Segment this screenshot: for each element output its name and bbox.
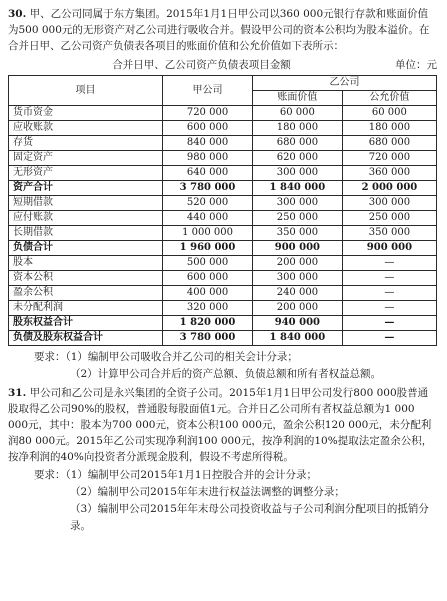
cell-book-value: 250 000	[252, 211, 342, 226]
table-row	[9, 316, 437, 331]
cell-fair-value: 60 000	[342, 106, 436, 121]
cell-book-value: 1 840 000	[252, 181, 342, 196]
cell-book-value: 300 000	[252, 196, 342, 211]
cell-item: 长期借款	[9, 226, 163, 241]
cell-jia: 600 000	[163, 271, 253, 286]
table-row	[9, 241, 437, 256]
header-yi: 乙公司	[252, 76, 436, 91]
cell-book-value: 620 000	[252, 151, 342, 166]
table-unit: 单位：元	[395, 59, 437, 71]
cell-item: 盈余公积	[9, 286, 163, 301]
header-jia: 甲公司	[163, 76, 253, 106]
cell-jia: 1 000 000	[163, 226, 253, 241]
cell-jia: 840 000	[163, 136, 253, 151]
question-text: 甲、乙公司同属于东方集团。2015年1月1日甲公司以360 000元银行存款和账面价值为500 000元的无形资产对乙公司进行吸收合并。假设甲公司的资本公积均为股本溢价。在合并日甲、乙公司资产负债表各项目的账面价值和公允价值如下表所示：	[8, 8, 430, 52]
cell-jia: 520 000	[163, 196, 253, 211]
table-row	[9, 211, 437, 226]
table-row	[9, 331, 437, 346]
cell-book-value: 940 000	[252, 316, 342, 331]
cell-book-value: 300 000	[252, 271, 342, 286]
cell-item: 短期借款	[9, 196, 163, 211]
cell-book-value: 350 000	[252, 226, 342, 241]
cell-jia: 320 000	[163, 301, 253, 316]
balance-sheet-table	[8, 75, 437, 346]
cell-item: 资产合计	[9, 181, 163, 196]
cell-jia: 600 000	[163, 121, 253, 136]
q30-requirements	[8, 349, 437, 383]
table-row	[9, 136, 437, 151]
cell-item: 无形资产	[9, 166, 163, 181]
cell-fair-value: —	[342, 256, 436, 271]
cell-jia: 640 000	[163, 166, 253, 181]
cell-fair-value: 350 000	[342, 226, 436, 241]
cell-jia: 1 820 000	[163, 316, 253, 331]
cell-book-value: 60 000	[252, 106, 342, 121]
cell-book-value: 200 000	[252, 256, 342, 271]
cell-item: 股东权益合计	[9, 316, 163, 331]
table-body	[9, 106, 437, 346]
cell-fair-value: —	[342, 286, 436, 301]
table-row	[9, 151, 437, 166]
cell-fair-value: 180 000	[342, 121, 436, 136]
requirement-line: （3）编制甲公司2015年年末母公司投资收益与子公司利润分配项目的抵销分录。	[70, 503, 429, 532]
cell-fair-value: 2 000 000	[342, 181, 436, 196]
cell-book-value: 680 000	[252, 136, 342, 151]
cell-fair-value: 680 000	[342, 136, 436, 151]
cell-fair-value: —	[342, 316, 436, 331]
cell-item: 货币资金	[9, 106, 163, 121]
table-caption	[8, 58, 437, 72]
cell-fair-value: 300 000	[342, 196, 436, 211]
header-item: 项目	[9, 76, 163, 106]
table-row	[9, 106, 437, 121]
cell-item: 应付账款	[9, 211, 163, 226]
requirement-line: 要求：（1）编制甲公司2015年1月1日控股合并的会计分录；	[34, 469, 318, 481]
requirement-line: （2）计算甲公司合并后的资产总额、负债总额和所有者权益总额。	[70, 368, 382, 380]
cell-fair-value: 360 000	[342, 166, 436, 181]
cell-item: 股本	[9, 256, 163, 271]
cell-jia: 3 780 000	[163, 331, 253, 346]
cell-item: 负债及股东权益合计	[9, 331, 163, 346]
table-row	[9, 166, 437, 181]
cell-jia: 500 000	[163, 256, 253, 271]
cell-book-value: 240 000	[252, 286, 342, 301]
table-row	[9, 286, 437, 301]
cell-item: 固定资产	[9, 151, 163, 166]
q31-requirements	[8, 467, 437, 535]
cell-book-value: 180 000	[252, 121, 342, 136]
cell-book-value: 1 840 000	[252, 331, 342, 346]
table-row	[9, 226, 437, 241]
header-fair-value: 公允价值	[342, 91, 436, 106]
table-row	[9, 181, 437, 196]
cell-fair-value: 720 000	[342, 151, 436, 166]
cell-book-value: 200 000	[252, 301, 342, 316]
cell-jia: 1 960 000	[163, 241, 253, 256]
table-title: 合并日甲、乙公司资产负债表项目金额	[112, 59, 291, 71]
header-book-value: 账面价值	[252, 91, 342, 106]
cell-jia: 440 000	[163, 211, 253, 226]
cell-book-value: 900 000	[252, 241, 342, 256]
requirement-line: （2）编制甲公司2015年年末进行权益法调整的调整分录；	[70, 486, 345, 498]
table-row	[9, 121, 437, 136]
cell-item: 未分配利润	[9, 301, 163, 316]
cell-fair-value: —	[342, 271, 436, 286]
cell-fair-value: —	[342, 301, 436, 316]
question-number: 31.	[8, 387, 27, 399]
cell-item: 存货	[9, 136, 163, 151]
cell-book-value: 300 000	[252, 166, 342, 181]
table-row	[9, 196, 437, 211]
cell-jia: 720 000	[163, 106, 253, 121]
question-number: 30.	[8, 8, 27, 20]
question-text: 甲公司和乙公司是永兴集团的全资子公司。2015年1月1日甲公司发行800 000股普通股取得乙公司90%的股权，普通股每股面值1元。合并日乙公司所有者权益总额为1 000 000元，其中：股本为700 000元，资本公积100 000元，盈余公积120 000元，未分配利润80 000元。2015年乙公司实现净利润100 000元，按净利润的10%提取法定盈余公积，按净利润的40%向投资者分派现金股利，假设不考虑所得税。	[8, 387, 433, 463]
cell-fair-value: 900 000	[342, 241, 436, 256]
cell-item: 负债合计	[9, 241, 163, 256]
cell-jia: 400 000	[163, 286, 253, 301]
cell-item: 资本公积	[9, 271, 163, 286]
cell-jia: 3 780 000	[163, 181, 253, 196]
cell-fair-value: —	[342, 331, 436, 346]
requirement-line: 要求：（1）编制甲公司吸收合并乙公司的相关会计分录；	[34, 351, 298, 363]
table-row	[9, 301, 437, 316]
cell-item: 应收账款	[9, 121, 163, 136]
cell-jia: 980 000	[163, 151, 253, 166]
question-31	[8, 385, 437, 465]
table-row	[9, 271, 437, 286]
cell-fair-value: 250 000	[342, 211, 436, 226]
table-row	[9, 256, 437, 271]
question-30	[8, 6, 437, 54]
